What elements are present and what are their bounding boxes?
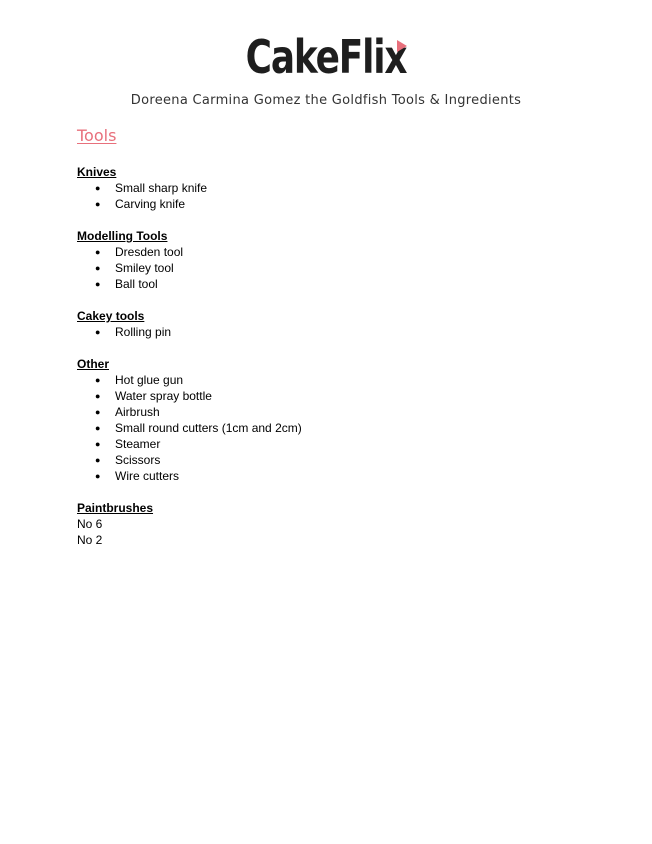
- logo-header: [0, 30, 652, 84]
- group-heading-modelling-tools: Modelling Tools: [77, 229, 168, 243]
- document-subtitle: Doreena Carmina Gomez the Goldfish Tools & Ingredients: [130, 93, 522, 108]
- list-item: ● Small sharp knife: [77, 180, 577, 196]
- list-item: ● Steamer: [77, 436, 577, 452]
- list-item: ● Scissors: [77, 452, 577, 468]
- knives-list: [77, 180, 577, 212]
- logo-text: CakeFlix: [245, 30, 407, 84]
- cakey-tools-list: [77, 324, 577, 340]
- paintbrush-line: No 6: [77, 517, 103, 531]
- list-item: ● Small round cutters (1cm and 2cm): [77, 420, 577, 436]
- list-item: ● Carving knife: [77, 196, 577, 212]
- paintbrush-line: No 2: [77, 533, 103, 547]
- modelling-tools-list: [77, 244, 577, 292]
- list-item: ● Ball tool: [77, 276, 577, 292]
- logo: [223, 30, 429, 84]
- list-item: ● Dresden tool: [77, 244, 577, 260]
- group-heading-knives: Knives: [77, 165, 117, 179]
- play-triangle-icon: [397, 40, 407, 52]
- other-tools-list: [77, 372, 577, 484]
- list-item: ● Smiley tool: [77, 260, 577, 276]
- list-item: ● Hot glue gun: [77, 372, 577, 388]
- group-heading-cakey-tools: Cakey tools: [77, 309, 145, 323]
- list-item: ● Wire cutters: [77, 468, 577, 484]
- list-item: ● Rolling pin: [77, 324, 577, 340]
- tools-content: [77, 164, 577, 548]
- list-item: ● Airbrush: [77, 404, 577, 420]
- group-heading-other: Other: [77, 357, 110, 371]
- section-title-tools: Tools: [77, 126, 117, 145]
- list-item: ● Water spray bottle: [77, 388, 577, 404]
- group-heading-paintbrushes: Paintbrushes: [77, 501, 154, 515]
